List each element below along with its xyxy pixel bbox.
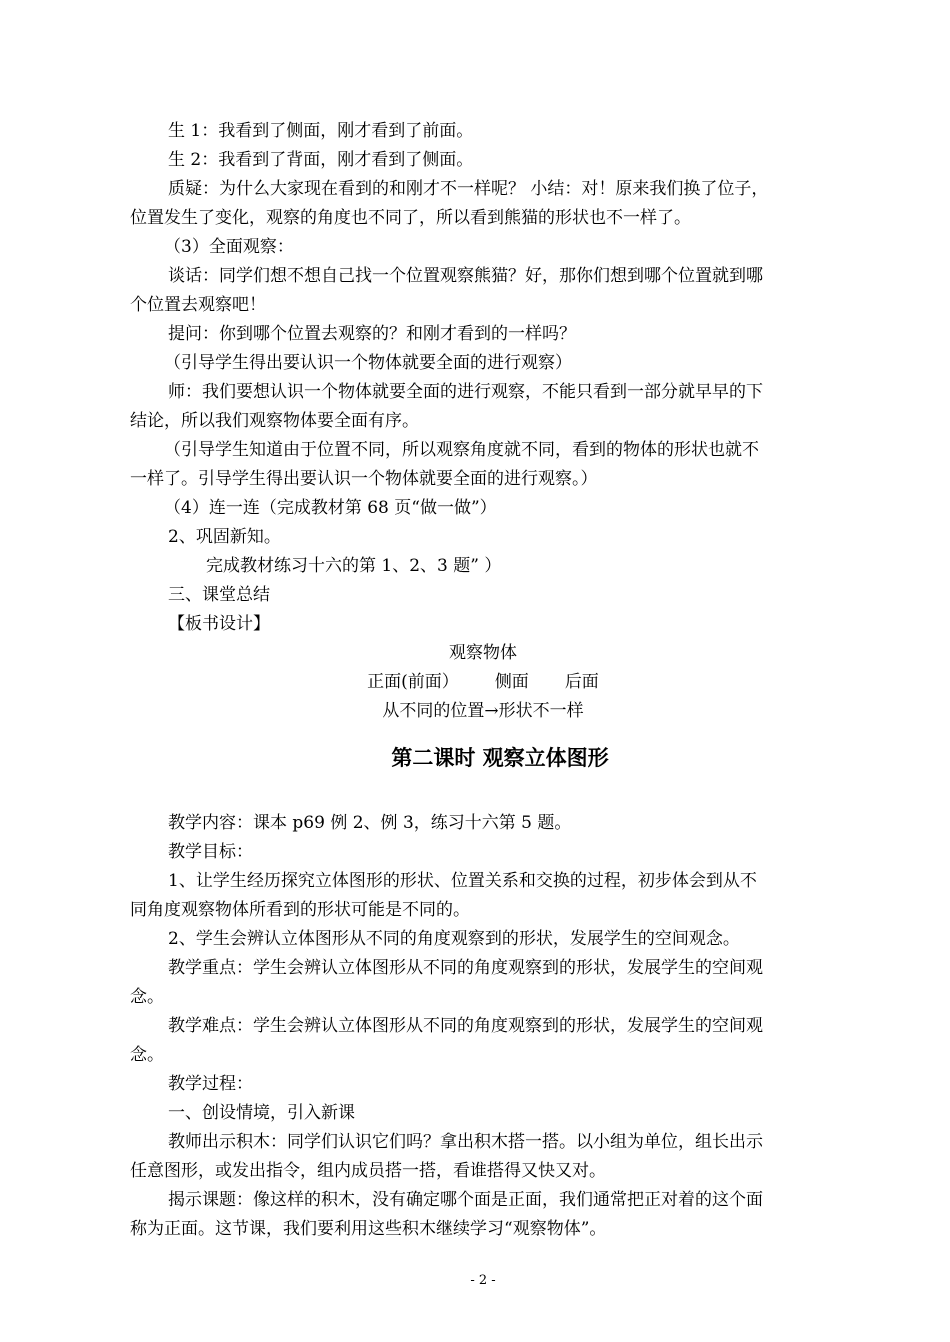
- paragraph-line: 教师出示积木：同学们认识它们吗？拿出积木搭一搭。以小组为单位，组长出示: [168, 1132, 763, 1152]
- paragraph-line: 位置发生了变化，观察的角度也不同了，所以看到熊猫的形状也不一样了。: [130, 208, 691, 228]
- paragraph-line: 提问：你到哪个位置去观察的？和刚才看到的一样吗？: [168, 324, 576, 344]
- paragraph-line: 1、让学生经历探究立体图形的形状、位置关系和交换的过程，初步体会到从不: [168, 871, 757, 891]
- paragraph-line: （3）全面观察：: [164, 237, 294, 257]
- board-title: 观察物体: [449, 643, 517, 663]
- section-heading: 三、课堂总结: [168, 585, 270, 605]
- board-face: 正面(前面）: [367, 672, 459, 692]
- paragraph-line: （引导学生得出要认识一个物体就要全面的进行观察）: [164, 353, 572, 373]
- paragraph-line: 完成教材练习十六的第 1、2、3 题” ）: [206, 556, 502, 576]
- paragraph-line: 教学重点：学生会辨认立体图形从不同的角度观察到的形状，发展学生的空间观: [168, 958, 763, 978]
- paragraph-line: 教学目标：: [168, 842, 253, 862]
- paragraph-line: 质疑：为什么大家现在看到的和刚才不一样呢？ 小结：对！原来我们换了位子，: [168, 179, 769, 199]
- paragraph-line: 同角度观察物体所看到的形状可能是不同的。: [130, 900, 470, 920]
- lesson-title: 第二课时 观察立体图形: [391, 746, 609, 770]
- paragraph-line: 任意图形，或发出指令，组内成员搭一搭，看谁搭得又快又对。: [130, 1161, 606, 1181]
- paragraph-line: 念。: [130, 1045, 164, 1065]
- paragraph-line: （4）连一连（完成教材第 68 页“做一做”）: [164, 498, 497, 518]
- board-face: 后面: [564, 672, 599, 692]
- paragraph-line: 师：我们要想认识一个物体就要全面的进行观察，不能只看到一部分就早早的下: [168, 382, 763, 402]
- paragraph-line: 一样了。引导学生得出要认识一个物体就要全面的进行观察。）: [130, 469, 598, 489]
- section-heading: 【板书设计】: [168, 614, 270, 634]
- paragraph-line: 2、学生会辨认立体图形从不同的角度观察到的形状，发展学生的空间观念。: [168, 929, 740, 949]
- paragraph-line: 谈话：同学们想不想自己找一个位置观察熊猫？好，那你们想到哪个位置就到哪: [168, 266, 763, 286]
- paragraph-line: 2、巩固新知。: [168, 527, 281, 547]
- paragraph-line: 教学内容：课本 p69 例 2、例 3，练习十六第 5 题。: [168, 813, 572, 833]
- board-conclusion: 从不同的位置→形状不一样: [382, 701, 584, 721]
- paragraph-line: 教学过程：: [168, 1074, 253, 1094]
- paragraph-line: 称为正面。这节课，我们要利用这些积木继续学习“观察物体”。: [130, 1219, 607, 1239]
- paragraph-line: 揭示课题：像这样的积木，没有确定哪个面是正面，我们通常把正对着的这个面: [168, 1190, 763, 1210]
- paragraph-line: （引导学生知道由于位置不同，所以观察角度就不同，看到的物体的形状也就不: [164, 440, 759, 460]
- paragraph-line: 结论，所以我们观察物体要全面有序。: [130, 411, 419, 431]
- paragraph-line: 一、创设情境，引入新课: [168, 1103, 355, 1123]
- page-number: - 2 -: [470, 1273, 496, 1288]
- paragraph-line: 生 1：我看到了侧面，刚才看到了前面。: [168, 121, 474, 141]
- paragraph-line: 个位置去观察吧！: [130, 295, 266, 315]
- paragraph-line: 教学难点：学生会辨认立体图形从不同的角度观察到的形状，发展学生的空间观: [168, 1016, 763, 1036]
- board-face: 侧面: [494, 672, 529, 692]
- paragraph-line: 生 2：我看到了背面，刚才看到了侧面。: [168, 150, 474, 170]
- board-faces-row: [8, 672, 950, 692]
- paragraph-line: 念。: [130, 987, 164, 1007]
